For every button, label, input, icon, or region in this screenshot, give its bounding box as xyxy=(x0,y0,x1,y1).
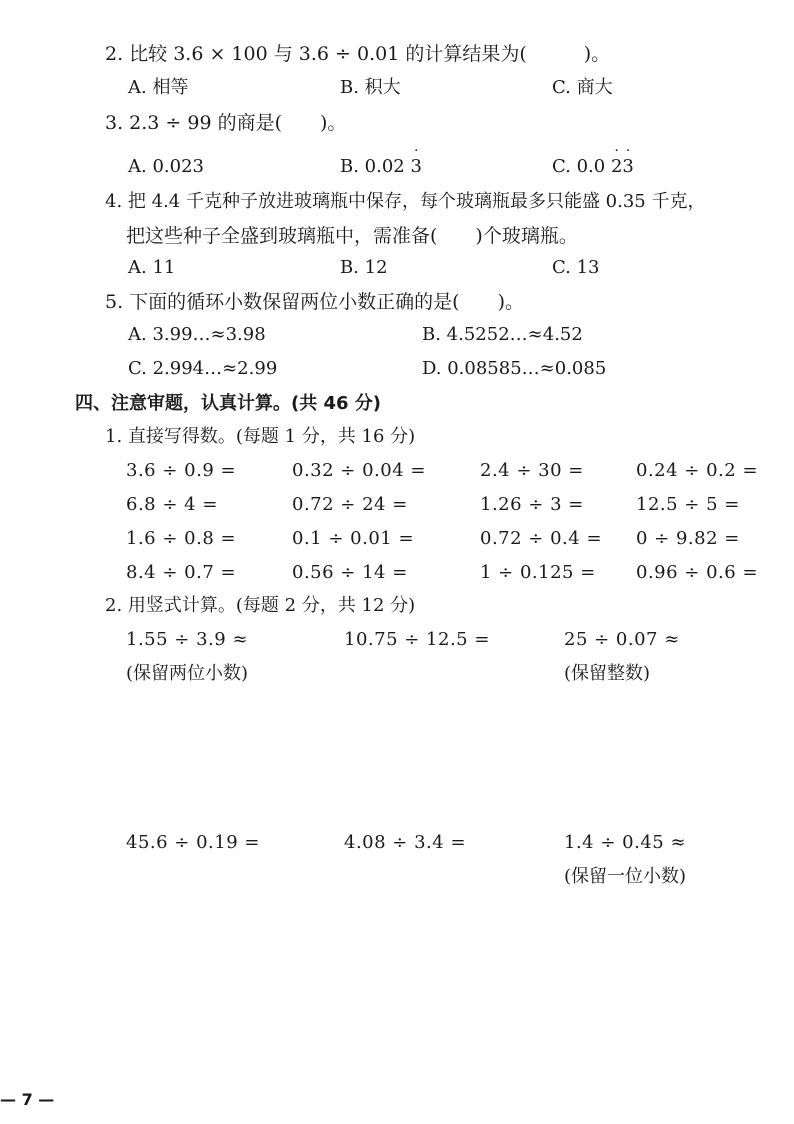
rounding-note: (保留一位小数) xyxy=(564,866,687,887)
question-3-option-b: B. 0.02 · 3 xyxy=(340,143,422,177)
question-3-option-c: C. 0.0 · 2 · 3 xyxy=(552,143,634,177)
question-2-option-b: B. 积大 xyxy=(340,77,401,98)
oral-calc-item: 1 ÷ 0.125 = xyxy=(480,562,596,583)
oral-calc-item: 3.6 ÷ 0.9 = xyxy=(126,460,237,481)
question-4-stem-line2: 把这些种子全盛到玻璃瓶中，需准备( )个玻璃瓶。 xyxy=(126,225,578,247)
rounding-note: (保留整数) xyxy=(564,663,651,684)
vertical-calc-item: 1.55 ÷ 3.9 ≈ xyxy=(126,629,249,650)
vertical-calc-item: 1.4 ÷ 0.45 ≈ xyxy=(564,832,687,853)
oral-calc-item: 1.6 ÷ 0.8 = xyxy=(126,528,237,549)
part-1-title: 1. 直接写得数。(每题 1 分，共 16 分) xyxy=(105,426,416,447)
question-4-option-a: A. 11 xyxy=(128,257,176,278)
question-4-option-c: C. 13 xyxy=(552,257,600,278)
question-4-stem-line1: 4. 把 4.4 千克种子放进玻璃瓶中保存，每个玻璃瓶最多只能盛 0.35 千克， xyxy=(105,191,706,212)
vertical-calc-item: 4.08 ÷ 3.4 = xyxy=(344,832,467,853)
oral-calc-item: 12.5 ÷ 5 = xyxy=(636,494,740,515)
oral-calc-item: 0.72 ÷ 0.4 = xyxy=(480,528,603,549)
oral-calc-item: 2.4 ÷ 30 = xyxy=(480,460,584,481)
repeating-digit: · 3 xyxy=(410,143,422,177)
vertical-calc-item: 10.75 ÷ 12.5 = xyxy=(344,629,490,650)
oral-calc-item: 0.32 ÷ 0.04 = xyxy=(292,460,426,481)
question-3-stem: 3. 2.3 ÷ 99 的商是( )。 xyxy=(105,112,347,134)
question-5-option-c: C. 2.994…≈2.99 xyxy=(128,358,278,379)
oral-calc-item: 8.4 ÷ 0.7 = xyxy=(126,562,237,583)
oral-calc-item: 1.26 ÷ 3 = xyxy=(480,494,584,515)
rounding-note: (保留两位小数) xyxy=(126,663,249,684)
repeating-digit: · 2 xyxy=(610,143,623,177)
question-3-option-a: A. 0.023 xyxy=(128,156,204,177)
page-number: — 7 — xyxy=(0,1090,55,1109)
repeat-dot: · xyxy=(625,143,631,159)
question-5-stem: 5. 下面的循环小数保留两位小数正确的是( )。 xyxy=(105,291,524,313)
question-5-option-a: A. 3.99…≈3.98 xyxy=(128,324,266,345)
question-2-option-a: A. 相等 xyxy=(128,77,189,98)
oral-calc-item: 0.96 ÷ 0.6 = xyxy=(636,562,759,583)
oral-calc-item: 0 ÷ 9.82 = xyxy=(636,528,740,549)
oral-calc-item: 0.1 ÷ 0.01 = xyxy=(292,528,415,549)
vertical-calc-item: 45.6 ÷ 0.19 = xyxy=(126,832,260,853)
oral-calc-item: 0.72 ÷ 24 = xyxy=(292,494,408,515)
repeating-digit: · 3 xyxy=(622,143,634,177)
oral-calc-item: 0.56 ÷ 14 = xyxy=(292,562,408,583)
oral-calc-item: 6.8 ÷ 4 = xyxy=(126,494,218,515)
vertical-calc-item: 25 ÷ 0.07 ≈ xyxy=(564,629,680,650)
question-4-option-b: B. 12 xyxy=(340,257,388,278)
repeat-dot: · xyxy=(413,143,419,159)
oral-calc-item: 0.24 ÷ 0.2 = xyxy=(636,460,759,481)
question-2-option-c: C. 商大 xyxy=(552,77,613,98)
question-5-option-d: D. 0.08585…≈0.085 xyxy=(422,358,607,379)
question-2-stem: 2. 比较 3.6 × 100 与 3.6 ÷ 0.01 的计算结果为( )。 xyxy=(105,43,611,65)
section-4-title: 四、注意审题，认真计算。(共 46 分) xyxy=(75,393,382,414)
question-5-option-b: B. 4.5252…≈4.52 xyxy=(422,324,583,345)
part-2-title: 2. 用竖式计算。(每题 2 分，共 12 分) xyxy=(105,595,416,616)
repeat-dot: · xyxy=(614,143,619,159)
